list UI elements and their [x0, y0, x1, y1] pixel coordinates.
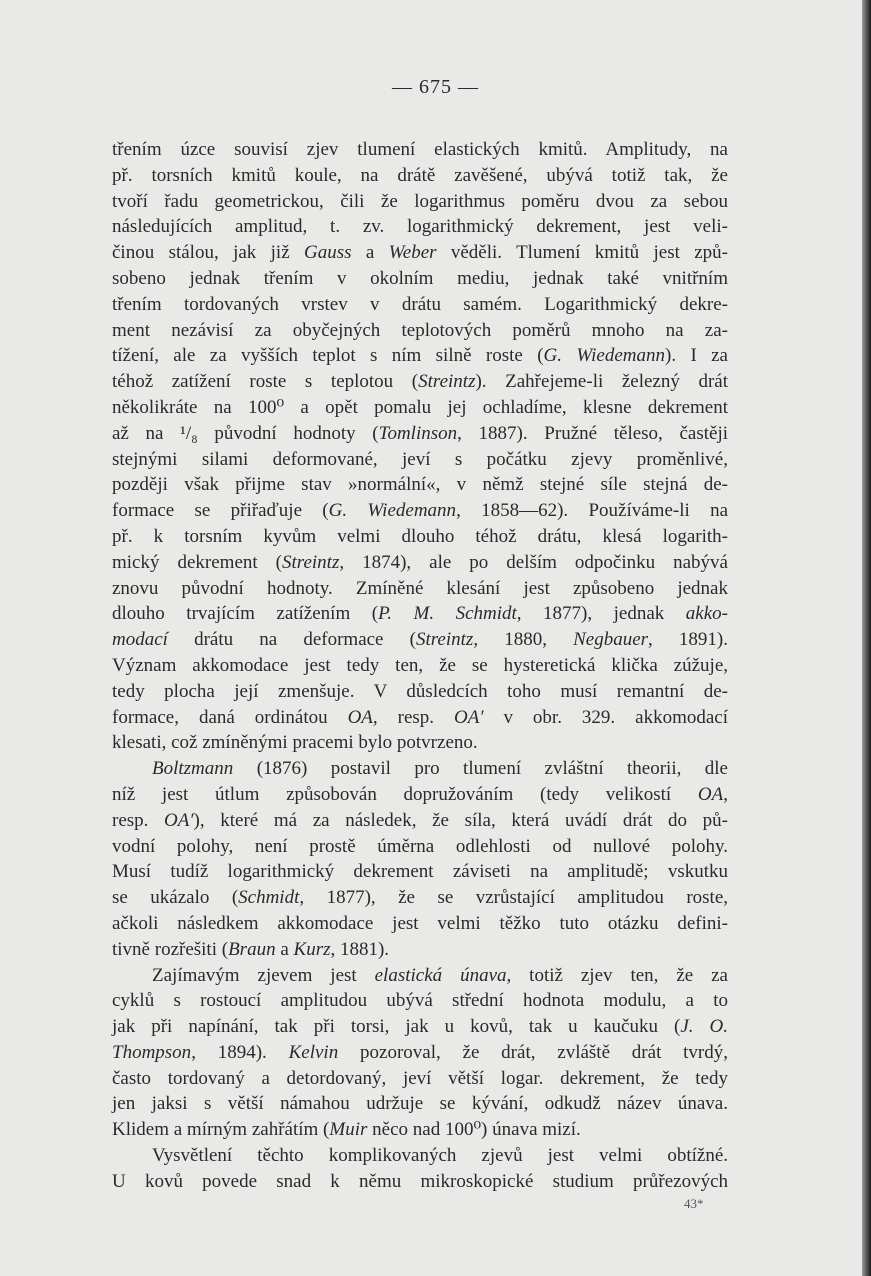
- paragraph: [112, 137, 728, 756]
- text-line: [112, 1066, 728, 1092]
- text-segment: Musí tudíž logarithmický dekrement záviseti na amplitudě; vskutku: [112, 861, 728, 883]
- text-line: [112, 859, 728, 885]
- text-line: [112, 343, 728, 369]
- text-line: [112, 1040, 728, 1066]
- text-line: [112, 472, 728, 498]
- italic-text: Negbauer: [573, 629, 649, 651]
- text-segment: resp.: [112, 809, 165, 831]
- italic-text: J. O.: [680, 1016, 728, 1038]
- text-segment: , 1880,: [473, 629, 574, 651]
- text-line: [112, 137, 728, 163]
- text-segment: , 1894).: [191, 1041, 289, 1063]
- text-segment: př. k torsním kyvům velmi dlouho téhož drátu, klesá logarith-: [112, 525, 728, 547]
- text-segment: tivně rozřešiti (: [112, 938, 229, 960]
- italic-text: Schmidt: [238, 887, 300, 909]
- text-segment: , 1887). Pružné těleso, častěji: [457, 422, 728, 444]
- text-segment: jen jaksi s větší námahou udržuje se kývání, odkudž název únava.: [112, 1093, 728, 1115]
- text-segment: ,: [723, 783, 728, 805]
- italic-text: OA′: [454, 706, 484, 728]
- italic-text: Streintz: [281, 551, 340, 573]
- italic-text: Streintz: [418, 371, 476, 393]
- text-segment: ), které má za následek, že síla, která uvádí drát do pů-: [193, 809, 728, 831]
- text-segment: formace, daná ordinátou: [112, 706, 348, 728]
- text-segment: několikráte na 100⁰ a opět pomalu jej ochladíme, klesne dekrement: [112, 396, 728, 418]
- italic-text: Gauss: [304, 242, 352, 264]
- text-segment: tížení, ale za vyšších teplot s ním silně roste (: [112, 345, 544, 367]
- text-segment: jak při napínání, tak při torsi, jak u kovů, tak u kaučuku (: [112, 1016, 681, 1038]
- text-line: [112, 292, 728, 318]
- text-segment: Klidem a mírným zahřátím (: [112, 1119, 330, 1141]
- text-segment: věděli. Tlumení kmitů jest způ-: [436, 242, 728, 264]
- text-line: [112, 1014, 728, 1040]
- text-segment: třením tordovaných vrstev v drátu samém. Logarithmický dekre-: [112, 293, 728, 315]
- text-segment: se ukázalo (: [112, 887, 239, 909]
- italic-text: Thompson: [112, 1041, 192, 1063]
- italic-text: Weber: [388, 242, 437, 264]
- text-line: [112, 498, 728, 524]
- text-segment: stejnými silami deformované, jeví s počátku zjevy proměnlivé,: [112, 448, 728, 470]
- text-segment: a: [351, 242, 389, 264]
- text-line: [112, 524, 728, 550]
- text-segment: ment nezávisí za obyčejných teplotových poměrů mnoho na za-: [112, 319, 728, 341]
- text-segment: pozoroval, že drát, zvláště drát tvrdý,: [338, 1041, 728, 1063]
- text-line: [112, 911, 728, 937]
- text-segment: , 1877), jednak: [516, 603, 686, 625]
- text-line: [112, 705, 728, 731]
- italic-text: Streintz: [415, 629, 474, 651]
- text-segment: tedy plocha její zmenšuje. V důsledcích toho musí remantní de-: [112, 680, 728, 702]
- text-line: [112, 730, 728, 756]
- text-line: [112, 395, 728, 421]
- text-segment: často tordovaný a detordovaný, jeví větší logar. dekrement, že tedy: [112, 1067, 728, 1089]
- italic-text: Kurz: [293, 938, 331, 960]
- text-segment: třením úzce souvisí zjev tlumení elastických kmitů. Amplitudy, na: [112, 139, 728, 160]
- text-segment: , 1877), že se vzrůstající amplitudou roste,: [299, 887, 729, 909]
- text-line: [112, 369, 728, 395]
- text-segment: znovu původní hodnoty. Zmíněné klesání jest způsobeno jednak: [112, 577, 728, 599]
- text-segment: Vysvětlení těchto komplikovaných zjevů jest velmi obtížné.: [152, 1145, 728, 1167]
- text-segment: ). Zahřejeme-li železný drát: [475, 371, 728, 393]
- text-line: [112, 963, 728, 989]
- text-line: [112, 214, 728, 240]
- text-segment: Zajímavým zjevem jest: [152, 964, 375, 986]
- text-line: [112, 576, 728, 602]
- text-segment: ačkoli následkem akkomodace jest velmi těžko tuto otázku defini-: [112, 912, 728, 934]
- page-number: — 675 —: [392, 76, 479, 98]
- text-segment: a: [275, 938, 294, 960]
- text-line: [112, 1117, 728, 1143]
- italic-text: P. M. Schmidt: [378, 603, 517, 625]
- italic-text: Braun: [228, 938, 276, 960]
- text-segment: př. torsních kmitů koule, na drátě zavěšené, ubývá totiž tak, že: [112, 164, 728, 186]
- text-line: [112, 421, 728, 447]
- text-line: [112, 834, 728, 860]
- italic-text: OA: [697, 783, 724, 805]
- italic-text: elastická únava: [374, 964, 507, 986]
- text-segment: , 1858—62). Používáme-li na: [456, 500, 729, 522]
- text-segment: Význam akkomodace jest tedy ten, že se hysteretická klička zúžuje,: [112, 654, 728, 676]
- text-segment: následujících amplitud, t. zv. logarithmický dekrement, jest veli-: [112, 216, 728, 238]
- text-segment: cyklů s rostoucí amplitudou ubývá střední hodnota modulu, a to: [112, 990, 728, 1012]
- text-segment: U kovů povede snad k němu mikroskopické studium průřezových: [112, 1170, 728, 1192]
- italic-text: G. Wiedemann: [328, 500, 457, 522]
- page-edge: [862, 0, 871, 1276]
- paragraph: [112, 1143, 728, 1195]
- text-segment: , 1874), ale po delším odpočinku nabývá: [339, 551, 728, 573]
- text-line: [112, 266, 728, 292]
- text-segment: téhož zatížení roste s teplotou (: [112, 371, 419, 393]
- page-body: [112, 137, 728, 1195]
- text-segment: tvoří řadu geometrickou, čili že logarithmus poměru dvou za sebou: [112, 190, 728, 212]
- text-line: [112, 550, 728, 576]
- text-segment: dlouho trvajícím zatížením (: [112, 603, 379, 625]
- text-segment: vodní polohy, není prostě úměrna odlehlosti od nullové polohy.: [112, 835, 728, 857]
- text-segment: formace se přiřaďuje (: [112, 500, 329, 522]
- text-line: [112, 782, 728, 808]
- text-segment: něco nad 100⁰) únava mizí.: [367, 1119, 581, 1141]
- text-segment: drátu na deformace (: [167, 629, 416, 651]
- text-line: [112, 756, 728, 782]
- text-segment: , resp.: [372, 706, 454, 728]
- text-line: [112, 1169, 728, 1195]
- text-segment: až na ¹/₈ původní hodnoty (: [112, 422, 379, 444]
- text-line: [112, 937, 728, 963]
- text-line: [112, 627, 728, 653]
- text-line: [112, 679, 728, 705]
- text-segment: , totiž zjev ten, že za: [506, 964, 728, 986]
- text-segment: klesati, což zmíněnými pracemi bylo potvrzeno.: [112, 732, 478, 754]
- text-segment: činou stálou, jak již: [112, 242, 304, 264]
- paragraph: [112, 756, 728, 962]
- italic-text: OA′: [164, 809, 194, 831]
- text-line: [112, 240, 728, 266]
- text-segment: , 1881).: [330, 938, 390, 960]
- italic-text: OA: [347, 706, 373, 728]
- text-segment: , 1891).: [648, 629, 729, 651]
- text-segment: v obr. 329. akkomodací: [483, 706, 728, 728]
- italic-text: modací: [112, 629, 168, 651]
- text-line: [112, 808, 728, 834]
- text-line: [112, 885, 728, 911]
- italic-text: akko-: [685, 603, 728, 625]
- text-segment: sobeno jednak třením v okolním mediu, jednak také vnitřním: [112, 267, 728, 289]
- italic-text: G. Wiedemann: [543, 345, 666, 367]
- text-line: [112, 601, 728, 627]
- italic-text: Muir: [329, 1119, 368, 1141]
- signature-mark: 43*: [684, 1196, 704, 1211]
- text-segment: později však přijme stav »normální«, v němž stejné síle stejná de-: [112, 474, 728, 496]
- italic-text: Boltzmann: [152, 758, 234, 780]
- text-segment: (1876) postavil pro tlumení zvláštní theorii, dle: [233, 758, 728, 780]
- text-line: [112, 1143, 728, 1169]
- text-line: [112, 447, 728, 473]
- text-segment: ). I za: [665, 345, 728, 367]
- italic-text: Kelvin: [288, 1041, 339, 1063]
- text-line: [112, 163, 728, 189]
- text-line: [112, 988, 728, 1014]
- italic-text: Tomlinson: [378, 422, 458, 444]
- text-segment: níž jest útlum způsobován dopružováním (tedy velikostí: [112, 783, 698, 805]
- text-segment: mický dekrement (: [112, 551, 282, 573]
- text-line: [112, 1091, 728, 1117]
- paragraph: [112, 963, 728, 1144]
- text-line: [112, 189, 728, 215]
- text-line: [112, 318, 728, 344]
- text-line: [112, 653, 728, 679]
